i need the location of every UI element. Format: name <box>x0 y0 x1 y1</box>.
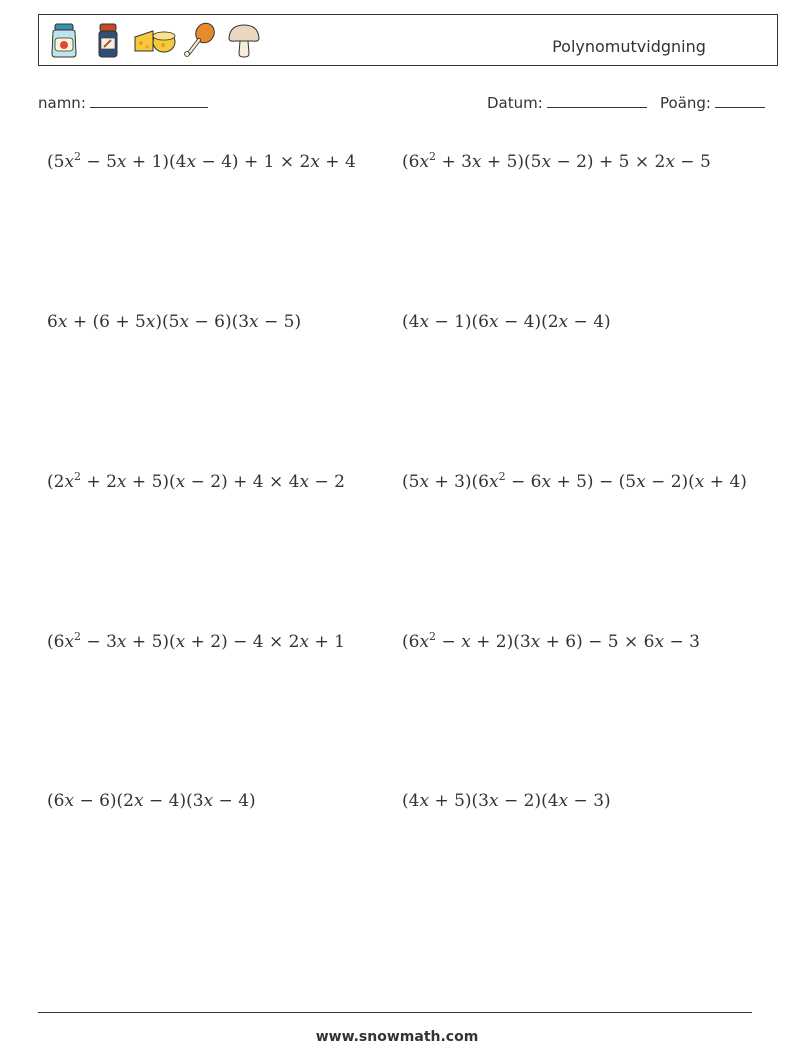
problem-2: $(6x^2 + 3x + 5)(5x - 2) + 5 \times 2x - 5$ <box>402 150 711 172</box>
cheese-icon <box>133 21 177 59</box>
problem-9: (6x − 6)(2x − 4)(3x − 4) <box>47 791 256 811</box>
footer-url[interactable]: www.snowmath.com <box>315 1029 479 1045</box>
score-blank[interactable] <box>715 94 765 108</box>
mushroom-icon <box>225 21 263 59</box>
name-blank[interactable] <box>90 94 208 108</box>
problem-1: $(5x^2 - 5x + 1)(4x - 4) + 1 \times 2x + 4$ <box>47 150 356 172</box>
jam-jar-icon <box>45 21 83 59</box>
score-field[interactable] <box>660 94 765 112</box>
problem-8: $(6x^2 - x + 2)(3x + 6) - 5 \times 6x - 3$ <box>402 630 700 652</box>
problem-5: $(2x^2 + 2x + 5)(x - 2) + 4 \times 4x - 2$ <box>47 470 345 492</box>
date-label: Datum: <box>487 94 543 112</box>
footer-divider <box>38 1012 752 1013</box>
name-field[interactable] <box>38 94 208 112</box>
problem-7: $(6x^2 - 3x + 5)(x + 2) - 4 \times 2x + 1$ <box>47 630 345 652</box>
worksheet-header <box>38 14 778 66</box>
problem-10: (4x + 5)(3x − 2)(4x − 3) <box>402 791 611 811</box>
problem-4: (4x − 1)(6x − 4)(2x − 4) <box>402 312 611 332</box>
date-blank[interactable] <box>547 94 647 108</box>
problem-6: $(5x + 3)(6x^2 - 6x + 5) - (5x - 2)(x + 4)$ <box>402 470 747 492</box>
name-label: namn: <box>38 94 86 112</box>
chicken-leg-icon <box>181 21 219 59</box>
spice-jar-icon <box>89 21 127 59</box>
worksheet-title: Polynomutvidgning <box>552 37 706 56</box>
date-field[interactable] <box>487 94 647 112</box>
score-label: Poäng: <box>660 94 711 112</box>
problem-3: 6x + (6 + 5x)(5x − 6)(3x − 5) <box>47 312 302 332</box>
